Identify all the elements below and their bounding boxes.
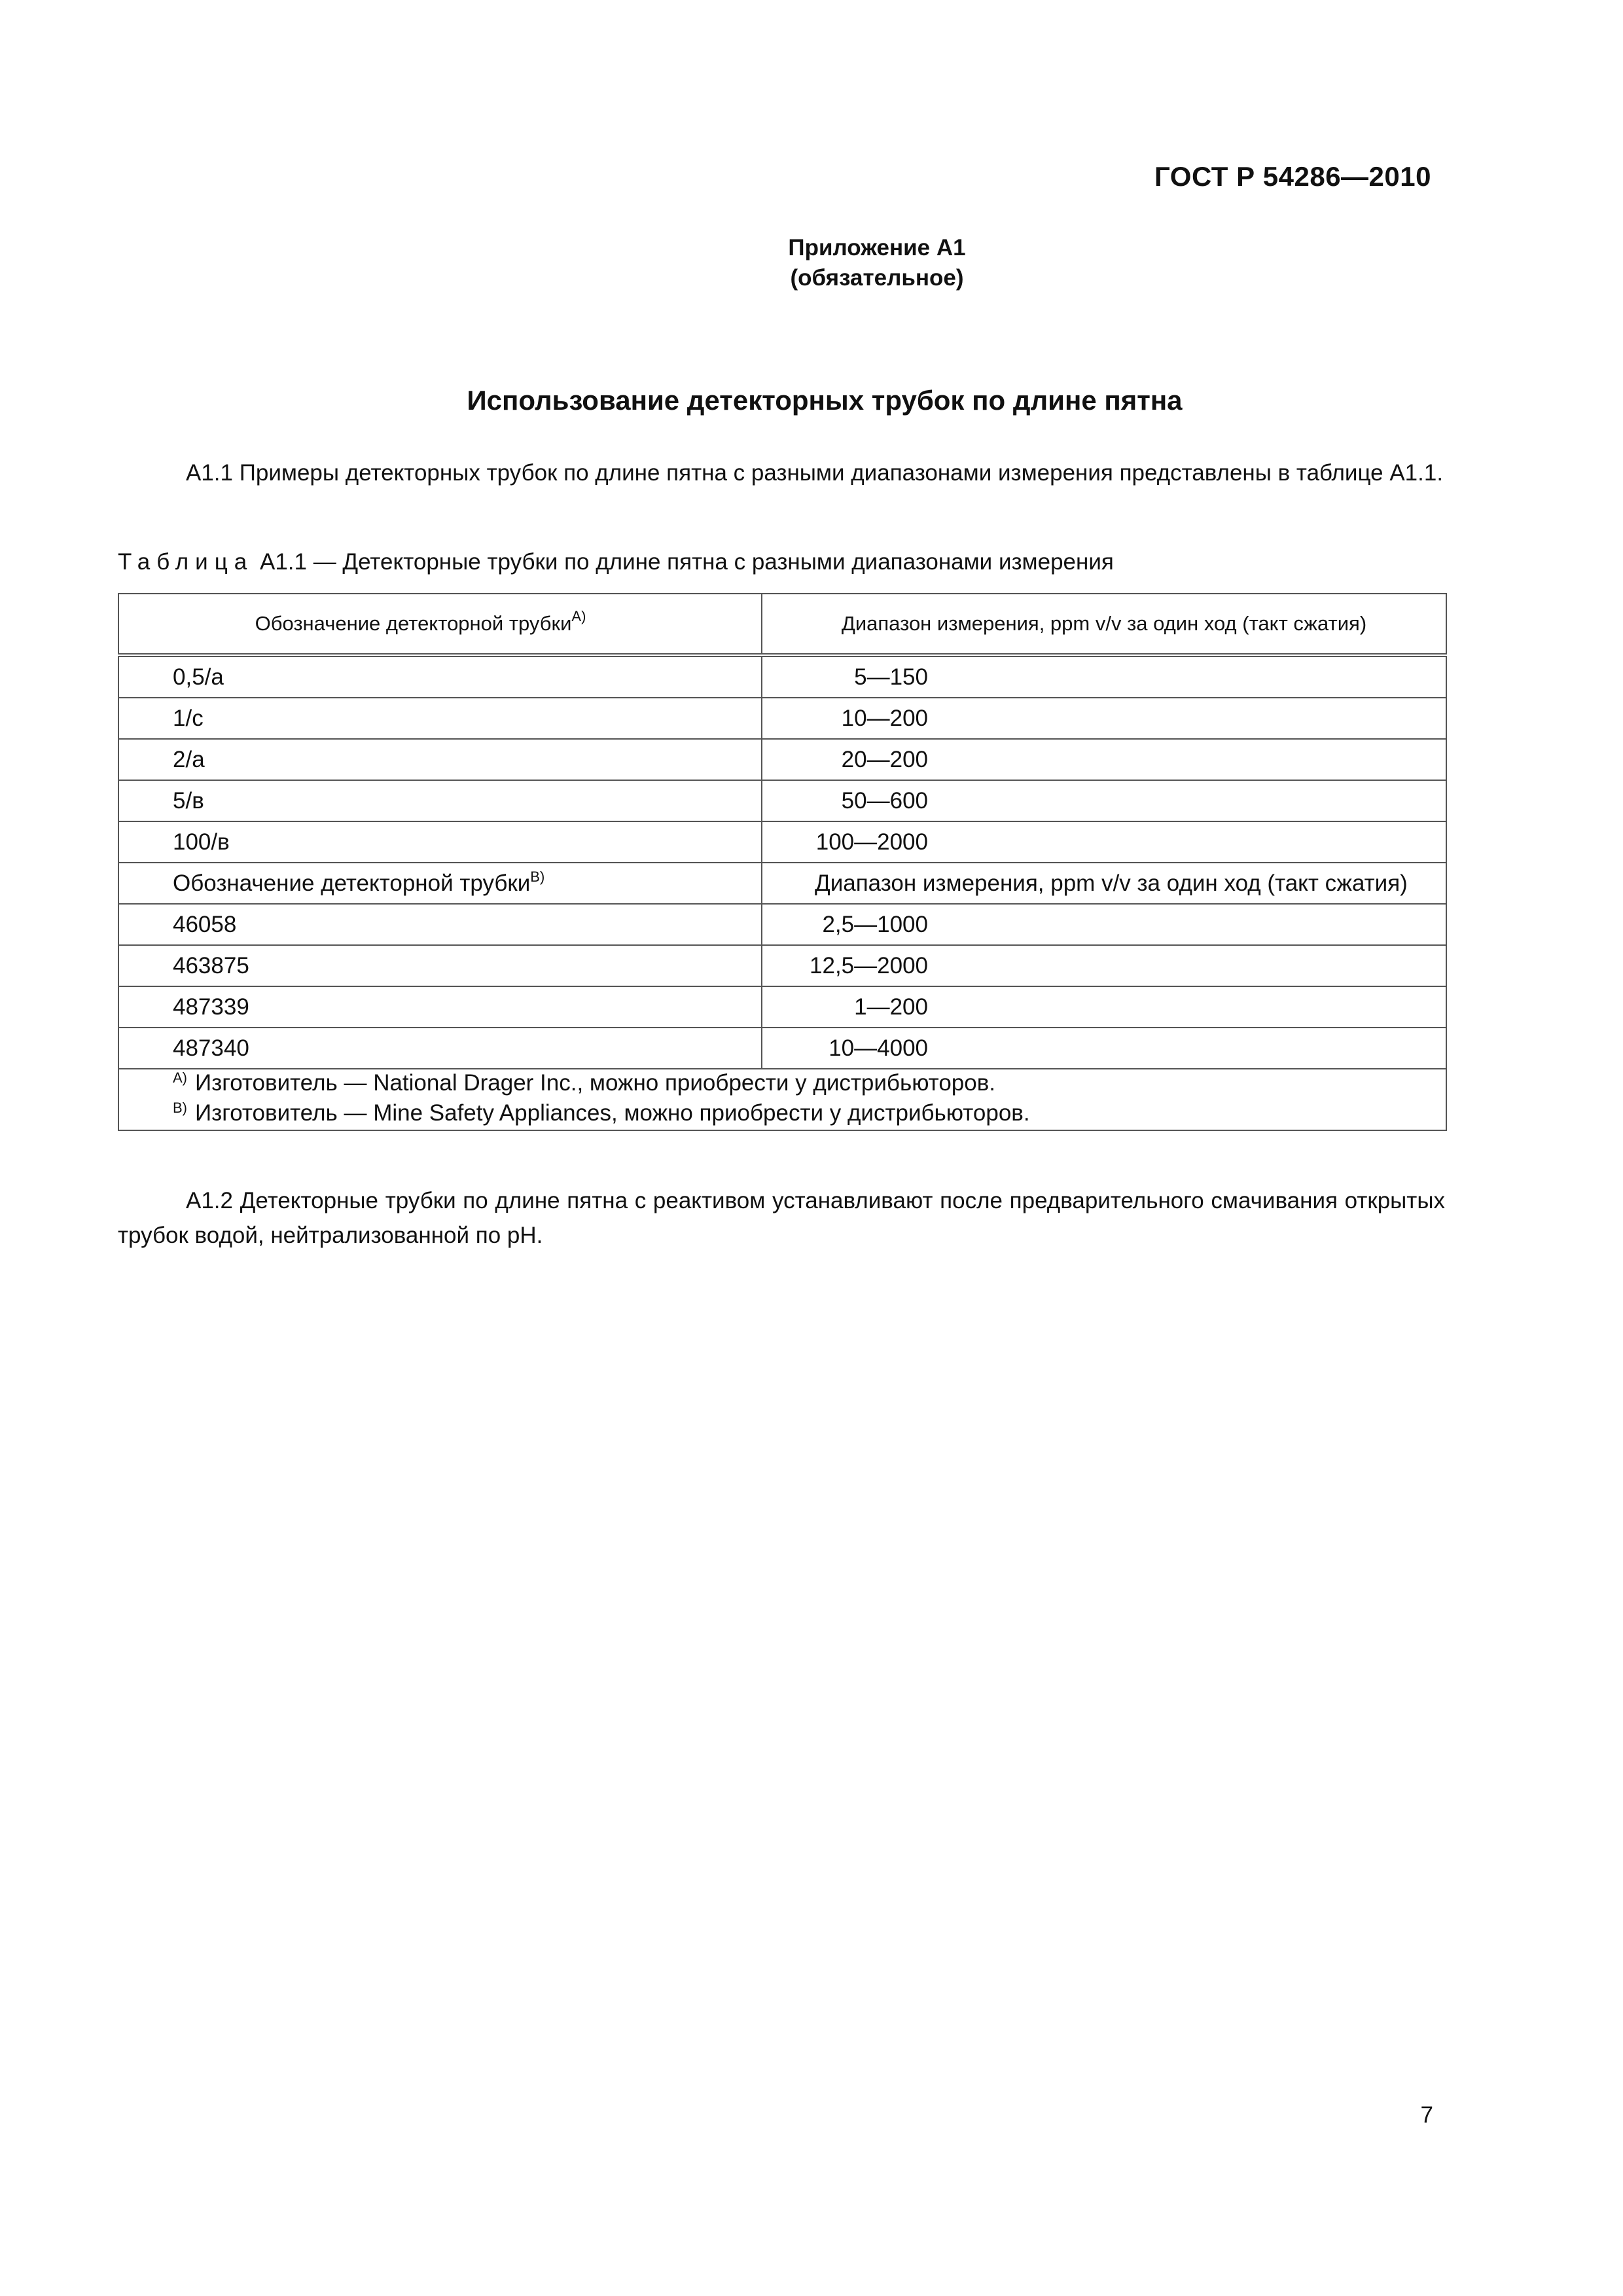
page-number: 7 xyxy=(1420,2102,1433,2128)
header-tube-designation-text: Обозначение детекторной трубки xyxy=(255,612,572,635)
table-caption xyxy=(118,547,1114,577)
measurement-range-cell xyxy=(762,904,1446,945)
paragraph-a1-1 xyxy=(118,456,1445,490)
table-row xyxy=(118,945,1446,986)
tube-designation-cell: 0,5/a xyxy=(118,655,762,698)
measurement-range-cell xyxy=(762,986,1446,1028)
table-body-group-a xyxy=(118,655,1446,863)
measurement-range-cell xyxy=(762,739,1446,780)
standard-code: ГОСТ Р 54286—2010 xyxy=(1154,161,1431,192)
table-note-text: Изготовитель — National Drager Inc., можно приобрести у дистрибьюторов. xyxy=(195,1070,996,1096)
table-row xyxy=(118,904,1446,945)
mid-header-row xyxy=(118,863,1446,904)
measurement-range-value: 12,5—2000 xyxy=(810,952,928,978)
section-title: Использование детекторных трубок по длине пятна xyxy=(467,385,1183,416)
table-row xyxy=(118,1028,1446,1069)
table-row xyxy=(118,986,1446,1028)
appendix-title: Приложение А1 xyxy=(788,235,966,260)
tube-designation-cell: 1/c xyxy=(118,698,762,739)
appendix-status: (обязательное) xyxy=(790,265,964,291)
measurement-range-value: 10—200 xyxy=(841,705,928,731)
paragraph-a1-1-text: А1.1 Примеры детекторных трубок по длине пятна с разными диапазонами измерения представлены в таблице А1.1. xyxy=(186,460,1444,486)
measurement-range-cell xyxy=(762,655,1446,698)
table-note-text: Изготовитель — Mine Safety Appliances, можно приобрести у дистрибьюторов. xyxy=(195,1100,1030,1126)
footnote-mark-b: В) xyxy=(530,868,545,885)
measurement-range-cell xyxy=(762,821,1446,863)
table-note-mark: А) xyxy=(173,1069,187,1086)
footnote-mark-a: А) xyxy=(571,608,586,624)
measurement-range-value: 100—2000 xyxy=(815,829,928,855)
tube-designation-cell: 463875 xyxy=(118,945,762,986)
measurement-range-value: 50—600 xyxy=(841,787,928,814)
measurement-range-value: 5—150 xyxy=(854,664,928,690)
table-body-group-b xyxy=(118,904,1446,1069)
tube-designation-cell: 46058 xyxy=(118,904,762,945)
mid-header-tube-designation-text: Обозначение детекторной трубки xyxy=(173,870,531,896)
detector-tubes-table xyxy=(118,593,1447,1131)
measurement-range-value: 20—200 xyxy=(841,746,928,772)
tube-designation-cell: 487339 xyxy=(118,986,762,1028)
table-row xyxy=(118,821,1446,863)
measurement-range-value: 1—200 xyxy=(854,994,928,1020)
header-measurement-range: Диапазон измерения, ppm v/v за один ход (такт сжатия) xyxy=(762,594,1446,655)
table-note xyxy=(173,1069,1446,1100)
table-caption-text: А1.1 — Детекторные трубки по длине пятна с разными диапазонами измерения xyxy=(259,549,1114,575)
table-caption-word: Таблица xyxy=(118,549,254,575)
appendix-heading xyxy=(0,233,1623,293)
table-row xyxy=(118,655,1446,698)
tube-designation-cell: 2/a xyxy=(118,739,762,780)
measurement-range-cell xyxy=(762,698,1446,739)
measurement-range-value: 10—4000 xyxy=(829,1035,928,1061)
mid-header-tube-designation xyxy=(118,863,762,904)
measurement-range-value: 2,5—1000 xyxy=(822,911,928,937)
tube-designation-cell: 487340 xyxy=(118,1028,762,1069)
measurement-range-cell xyxy=(762,780,1446,821)
paragraph-a1-2-text: А1.2 Детекторные трубки по длине пятна с реактивом устанавливают после предварительного смачивания открытых трубок водой, нейтрализованной по pH. xyxy=(118,1188,1445,1248)
table-note xyxy=(173,1100,1446,1130)
measurement-range-cell xyxy=(762,1028,1446,1069)
table-row xyxy=(118,780,1446,821)
table-notes xyxy=(118,1069,1446,1130)
table-notes-row xyxy=(118,1069,1446,1130)
paragraph-a1-2 xyxy=(118,1183,1445,1253)
measurement-range-cell xyxy=(762,945,1446,986)
header-tube-designation xyxy=(118,594,762,655)
tube-designation-cell: 100/в xyxy=(118,821,762,863)
mid-header-measurement-range: Диапазон измерения, ppm v/v за один ход (такт сжатия) xyxy=(762,863,1446,904)
table-row xyxy=(118,739,1446,780)
table-note-mark: В) xyxy=(173,1100,187,1116)
table-row xyxy=(118,698,1446,739)
table-header-row xyxy=(118,594,1446,655)
tube-designation-cell: 5/в xyxy=(118,780,762,821)
